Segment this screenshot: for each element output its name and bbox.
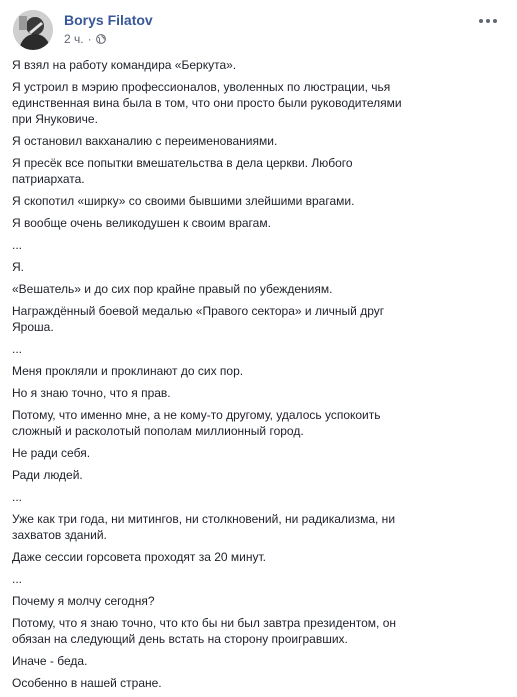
paragraph: Почему я молчу сегодня? — [12, 594, 155, 608]
more-dot — [479, 19, 483, 23]
paragraph: Я вообще очень великодушен к своим врагам. — [12, 216, 271, 230]
paragraph: Особенно в нашей стране. — [12, 676, 162, 690]
paragraph: Меня прокляли и проклинают до сих пор. — [12, 364, 244, 378]
more-dot — [493, 19, 497, 23]
paragraph: ... — [12, 572, 23, 586]
post-meta — [64, 32, 106, 46]
paragraph: Потому, что именно мне, а не кому-то другому, удалось успокоить сложный и расколотый пополам миллионный город. — [12, 408, 381, 438]
paragraph: Уже как три года, ни митингов, ни столкновений, ни радикализма, ни захватов зданий. — [12, 512, 396, 542]
paragraph: ... — [12, 238, 23, 252]
paragraph: Не ради себя. — [12, 446, 91, 460]
post-header — [12, 10, 505, 50]
paragraph: Я. — [12, 260, 24, 274]
paragraph: Ради людей. — [12, 468, 83, 482]
post-text — [12, 57, 412, 697]
more-options-icon[interactable] — [476, 14, 500, 28]
paragraph: Я скопотил «ширку» со своими бывшими злейшими врагами. — [12, 194, 355, 208]
paragraph: «Вешатель» и до сих пор крайне правый по убеждениям. — [12, 282, 333, 296]
post-timestamp[interactable]: 2 ч. — [64, 32, 84, 46]
paragraph: ... — [12, 342, 23, 356]
meta-separator: · — [87, 32, 92, 46]
paragraph: Я пресёк все попытки вмешательства в дела церкви. Любого патриархата. — [12, 156, 353, 186]
paragraph: Потому, что я знаю точно, что кто бы ни был завтра президентом, он обязан на следующий день встать на сторону проигравших. — [12, 616, 397, 646]
paragraph: Даже сессии горсовета проходят за 20 минут. — [12, 550, 266, 564]
avatar-image — [13, 10, 53, 50]
paragraph: Иначе - беда. — [12, 654, 88, 668]
paragraph: Я взял на работу командира «Беркута». — [12, 58, 237, 72]
paragraph: ... — [12, 490, 23, 504]
paragraph: Награждённый боевой медалью «Правого сектора» и личный друг Яроша. — [12, 304, 385, 334]
globe-icon[interactable] — [96, 34, 106, 44]
author-name[interactable]: Borys Filatov — [64, 12, 153, 28]
paragraph: Я остановил вакханалию с переименованиями. — [12, 134, 278, 148]
more-dot — [486, 19, 490, 23]
paragraph: Я устроил в мэрию профессионалов, уволенных по люстрации, чья единственная вина была в том, что они просто были руководителями при Януковиче. — [12, 80, 402, 126]
author-avatar[interactable] — [13, 10, 53, 50]
paragraph: Но я знаю точно, что я прав. — [12, 386, 171, 400]
